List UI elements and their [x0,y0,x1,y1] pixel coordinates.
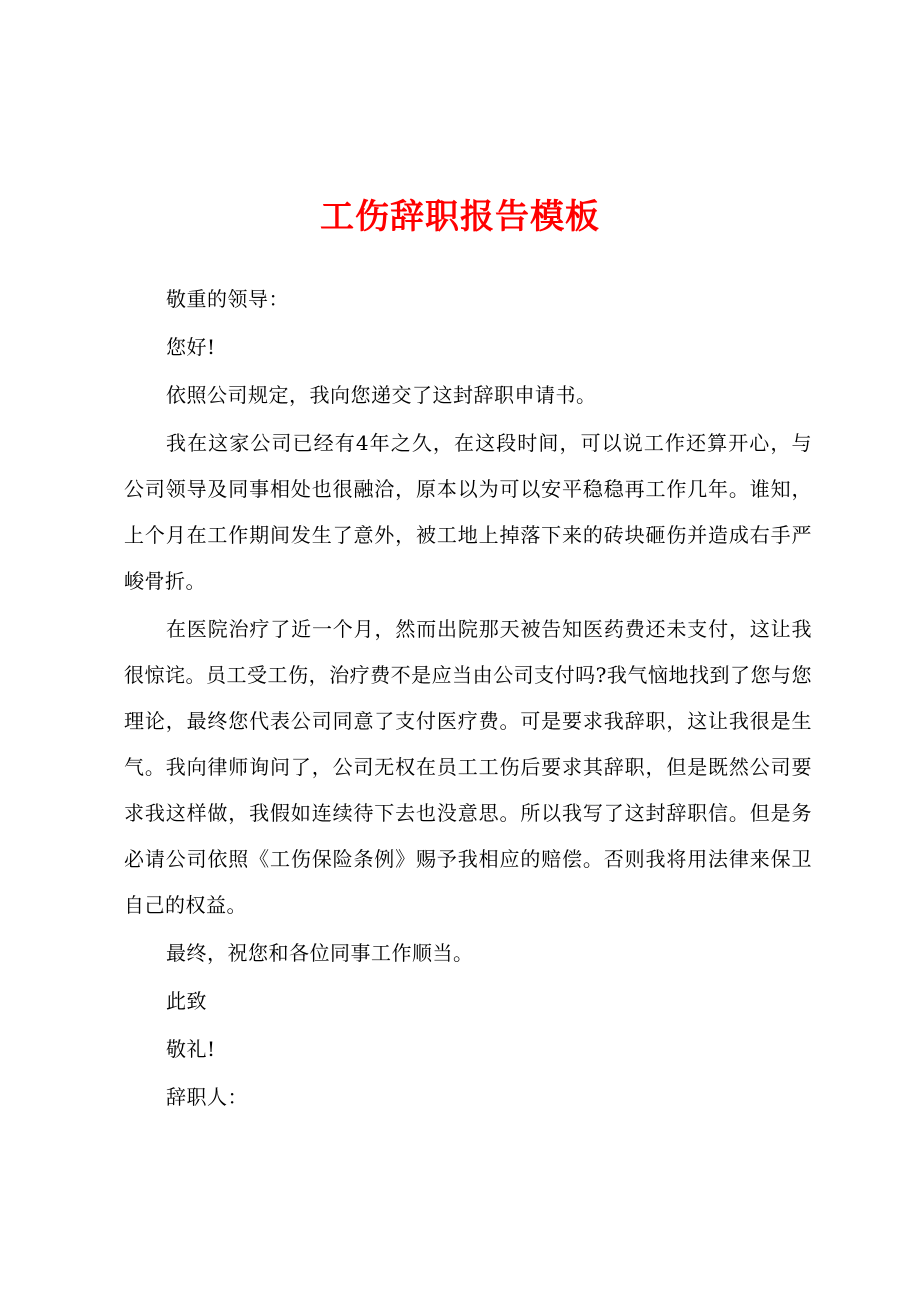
body-paragraph-3: 在医院治疗了近一个月，然而出院那天被告知医药费还未支付，这让我很惊诧。员工受工伤，治疗费不是应当由公司支付吗?我气恼地找到了您与您理论，最终您代表公司同意了支付医疗费。可是要求我辞职，这让我很是生气。我向律师询问了，公司无权在员工工伤后要求其辞职，但是既然公司要求我这样做，我假如连续待下去也没意思。所以我写了这封辞职信。但是务必请公司依照《工伤保险条例》赐予我相应的赔偿。否则我将用法律来保卫自己的权益。 [124,617,812,917]
document-body [124,276,812,1122]
closing-line-1: 此致 [166,989,207,1013]
body-paragraph-1: 依照公司规定，我向您递交了这封辞职申请书。 [166,383,597,407]
body-paragraph-2: 我在这家公司已经有4年之久，在这段时间，可以说工作还算开心，与公司领导及同事相处也很融洽，原本以为可以安平稳稳再工作几年。谁知，上个月在工作期间发生了意外，被工地上掉落下来的砖块砸伤并造成右手严峻骨折。 [124,431,812,593]
closing-line-2: 敬礼! [166,1037,216,1061]
salutation: 敬重的领导： [166,287,289,311]
body-paragraph-4: 最终，祝您和各位同事工作顺当。 [166,941,474,965]
document-title: 工伤辞职报告模板 [320,197,600,237]
signature-label: 辞职人： [166,1085,248,1109]
greeting: 您好! [166,335,216,359]
